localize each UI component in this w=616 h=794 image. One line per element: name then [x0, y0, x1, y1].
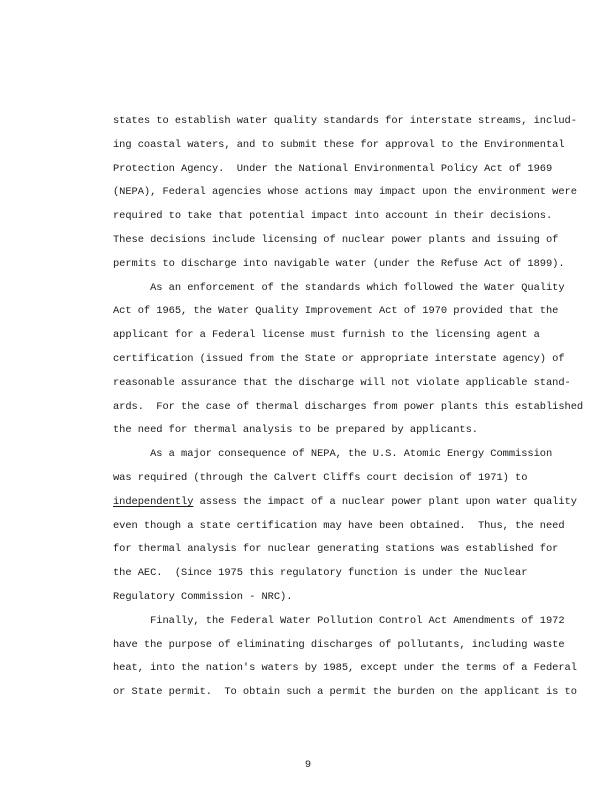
text-line: the AEC. (Since 1975 this regulatory function is under the Nuclear [113, 567, 528, 580]
text-line: applicant for a Federal license must furnish to the licensing agent a [113, 329, 540, 342]
text-line: states to establish water quality standards for interstate streams, includ- [113, 115, 577, 127]
text-line: reasonable assurance that the discharge will not violate applicable stand- [113, 376, 571, 389]
text-line: Protection Agency. Under the National Environmental Policy Act of 1969 [113, 162, 553, 175]
text-line: Regulatory Commission - NRC). [113, 590, 293, 603]
body-text [113, 110, 584, 705]
text-line: ing coastal waters, and to submit these for approval to the Environmental [113, 138, 565, 151]
text-line: ards. For the case of thermal discharges from power plants this established [113, 400, 584, 413]
text-line: for thermal analysis for nuclear generating stations was established for [113, 543, 559, 556]
text-line: These decisions include licensing of nuclear power plants and issuing of [113, 233, 559, 246]
underlined-word: independently [113, 495, 194, 508]
text-line: As an enforcement of the standards which followed the Water Quality [113, 281, 565, 294]
text-line: (NEPA), Federal agencies whose actions may impact upon the environment were [113, 186, 577, 199]
text-line-underlined [113, 491, 577, 515]
page-number: 9 [304, 759, 312, 771]
text-line: required to take that potential impact into account in their decisions. [113, 210, 553, 223]
text-line: or State permit. To obtain such a permit the burden on the applicant is to [113, 686, 577, 699]
text-line-rest: assess the impact of a nuclear power plant upon water quality [193, 495, 577, 508]
text-line: heat, into the nation's waters by 1985, except under the terms of a Federal [113, 662, 577, 675]
text-line: As a major consequence of NEPA, the U.S. Atomic Energy Commission [113, 448, 553, 461]
text-line: permits to discharge into navigable water (under the Refuse Act of 1899). [113, 257, 565, 270]
text-line: even though a state certification may have been obtained. Thus, the need [113, 519, 565, 532]
text-line: Act of 1965, the Water Quality Improvement Act of 1970 provided that the [113, 305, 559, 318]
text-line: have the purpose of eliminating discharges of pollutants, including waste [113, 638, 565, 651]
text-line: the need for thermal analysis to be prepared by applicants. [113, 424, 478, 437]
text-line: certification (issued from the State or appropriate interstate agency) of [113, 352, 565, 365]
text-line: was required (through the Calvert Cliffs court decision of 1971) to [113, 471, 528, 484]
text-line: Finally, the Federal Water Pollution Control Act Amendments of 1972 [113, 614, 565, 627]
